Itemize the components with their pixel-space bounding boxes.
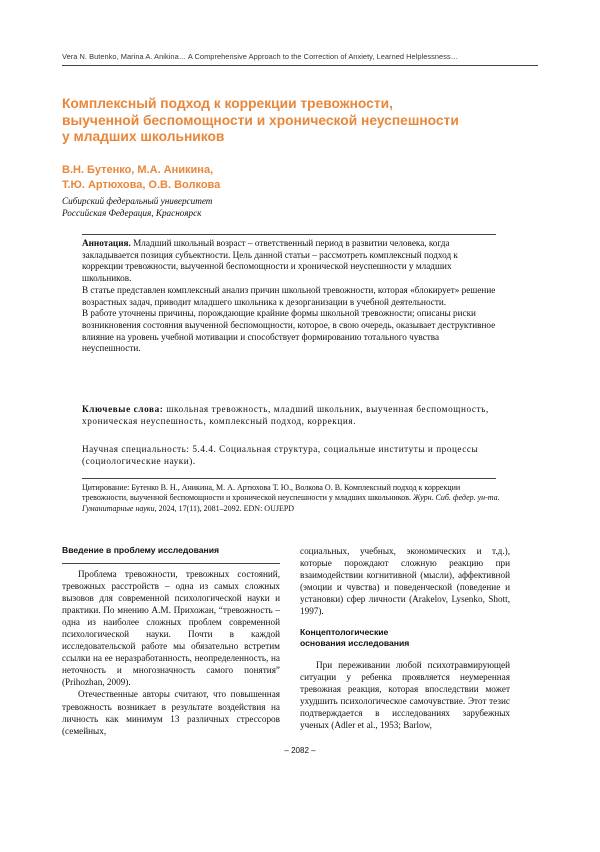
body-paragraph: Проблема тревожности, тревожных состояний, тревожных расстройств – одна из самых сложных вызовов для современной психологической науки и практики. По мнению А.М. Прихожан, “тревожность – одна из наиболее сложных проблем современной психологической науки. Почти в каждой исследовательской работе мы обязательно встретим ссылки на ее неразработанность, неопределенность, на неточность и многозначность самого понятия” (Prihozhan, 2009).	[62, 568, 280, 688]
abstract-paragraph	[82, 238, 496, 285]
title-line: Комплексный подход к коррекции тревожности,	[62, 96, 393, 111]
author-line: В.Н. Бутенко, М.А. Аникина,	[62, 164, 214, 176]
affiliation-line: Сибирский федеральный университет	[62, 196, 213, 206]
article-title	[62, 96, 502, 146]
section-heading	[300, 627, 510, 650]
title-line: выученной беспомощности и хронической неуспешности	[62, 112, 459, 128]
title-line: у младших школьников	[62, 129, 225, 144]
left-column	[62, 545, 280, 737]
citation	[82, 483, 504, 514]
section-heading: Введение в проблему исследования	[62, 545, 220, 555]
section-heading-line: Концептологические	[300, 626, 389, 637]
page-number: – 2082 –	[284, 746, 316, 755]
running-head: Vera N. Butenko, Marina A. Anikina… A Comprehensive Approach to the Correction of Anxiety, Learned Helplessness…	[62, 52, 459, 61]
body-paragraph: Отечественные авторы считают, что повышенная тревожность возникает в результате воздействия на личность как минимум 13 различных стрессоров (семейных,	[62, 689, 280, 736]
keywords	[82, 403, 500, 427]
header-rule	[62, 65, 538, 66]
section-heading-line: основания исследования	[300, 638, 410, 649]
citation-suffix: 2024, 17(11), 2081–2092. EDN: OUJEPD	[156, 503, 295, 513]
author-line: Т.Ю. Артюхова, О.В. Волкова	[62, 179, 221, 191]
affiliation	[62, 195, 362, 219]
citation-prefix: Цитирование: Бутенко В. Н., Аникина, М. А. Артюхова Т. Ю., Волкова О. В. Комплексный подход к коррекции тревожности, выученной беспомощности и хронической неуспешности у младших школьников.	[82, 483, 461, 503]
section-rule	[62, 563, 280, 564]
abstract-paragraph: В работе уточнены причины, порождающие крайние формы школьной тревожности; описаны риски возникновения состояния выученной беспомощности, которое, в свою очередь, оказывает деструктивное влияние на уровень учебной мотивации и способствует формированию тотального чувства неуспешности.	[82, 308, 496, 354]
affiliation-line: Российская Федерация, Красноярск	[62, 208, 202, 219]
abstract-paragraph: В статье представлен комплексный анализ причин школьной тревожности, которая «блокирует» решение возрастных задач, приводит младшего школьника к дезорганизации в учебной деятельности.	[82, 284, 496, 307]
body-paragraph: При переживании любой психотравмирующей ситуации у ребенка проявляется неумеренная тревожная реакция, которая впоследствии может ухудшить психологическое самочувствие. Этот тезис подтверждается в исследованиях зарубежных ученых (Adler et al., 1953; Barlow,	[300, 659, 510, 731]
right-column	[300, 545, 510, 731]
keywords-text: школьная тревожность, младший школьник, выученная беспомощность, хроническая неуспешность, комплексный подход, коррекция.	[82, 404, 489, 426]
abstract	[82, 234, 496, 355]
citation-rule	[82, 478, 496, 479]
body-paragraph: социальных, учебных, экономических и т.д.), которые порождают сложную реакцию при взаимодействии когнитивной (мысли), аффективной (эмоции и чувства) и поведенческой (поведение и установки) сфер личности (Arakelov, Lysenko, Shott, 1997).	[300, 546, 510, 617]
keywords-label: Ключевые слова:	[82, 404, 164, 414]
citation-journal: Журн. Сиб. федер. ун-та. Гуманитарные науки,	[82, 493, 500, 513]
abstract-label: Аннотация.	[82, 238, 131, 248]
abstract-text: Младший школьный возраст – ответственный период в развитии человека, когда закладывается позиция субъектности. Цель данной статьи – рассмотреть комплексный подход к коррекции тревожности, выученной беспомощности и хронической неуспешности у младших школьников.	[82, 238, 458, 284]
author-list	[62, 163, 362, 193]
scientific-specialty: Научная специальность: 5.4.4. Социальная структура, социальные институты и процессы (социологические науки).	[82, 444, 479, 466]
